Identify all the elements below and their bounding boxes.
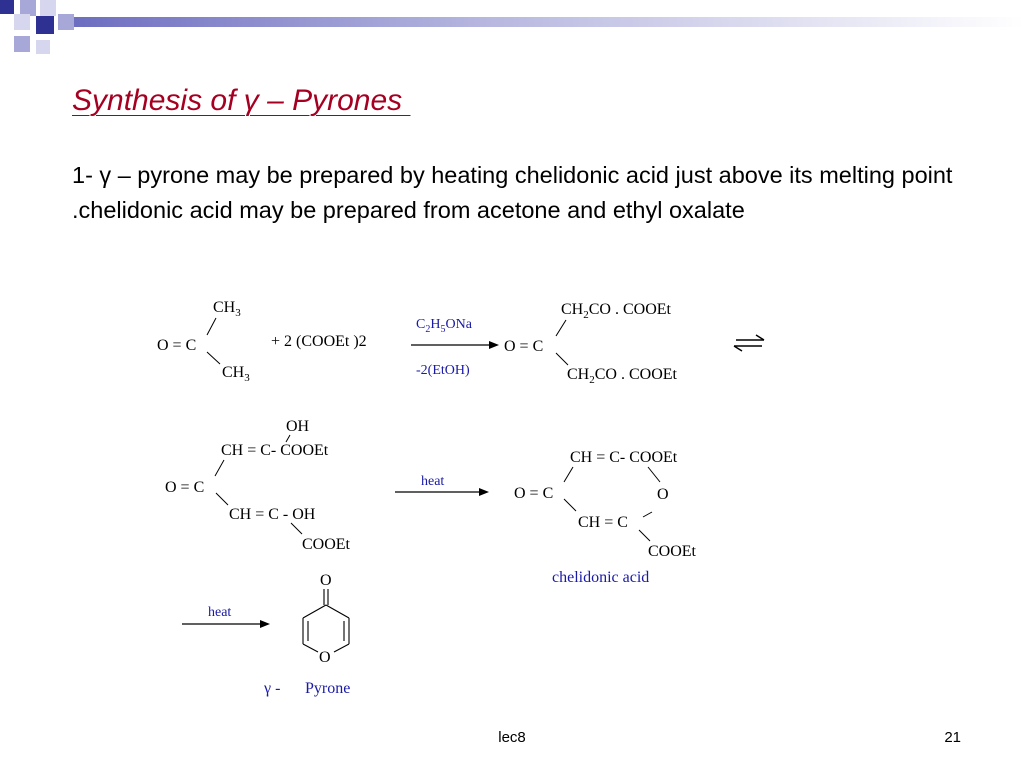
chelidonic-acid-structure — [514, 449, 697, 586]
ethyl-oxalate-reagent: + 2 (COOEt )2 — [271, 333, 367, 350]
bond-line — [215, 460, 224, 476]
page-number: 21 — [944, 729, 961, 746]
enol-oh-label: OH — [286, 418, 310, 435]
enol-bottom-label: CH = C - OH — [229, 506, 316, 523]
chelidonic-acid-caption: chelidonic acid — [552, 569, 650, 586]
product1-top-label: $CH_2CO$ . COOEt — [561, 301, 671, 321]
reaction-arrow-2 — [395, 474, 489, 496]
reaction-arrow-3 — [182, 605, 270, 628]
chelidonic-ring-o-label: O — [657, 486, 669, 503]
acetone-carbonyl-label: O = C — [157, 337, 197, 354]
pyrone-ring-bonds — [303, 589, 349, 652]
bond-line — [291, 523, 302, 534]
product1-carbonyl-label: O = C — [504, 338, 544, 355]
chelidonic-cooet-label: COOEt — [648, 543, 696, 560]
product1-bottom-label: $CH_2CO$ . COOEt — [567, 366, 677, 386]
enol-top-label: CH = C- COOEt — [221, 442, 329, 459]
catalyst-label: $C_2H_5ONa$ — [416, 317, 472, 335]
ch3-top-label: $CH_3$ — [213, 299, 241, 319]
bond-line — [643, 512, 652, 517]
acetone-structure — [157, 299, 250, 384]
bond-line — [648, 467, 660, 482]
diketo-ester-structure — [504, 301, 678, 386]
equilibrium-arrow — [734, 335, 764, 351]
bond-line — [286, 435, 290, 442]
bond-line — [556, 320, 566, 336]
enol-structure — [165, 418, 351, 553]
bond-line — [207, 318, 216, 335]
pyrone-ring-o-label: O — [319, 649, 331, 666]
footer-lecture-label: lec8 — [498, 729, 526, 746]
bond-line — [216, 493, 228, 505]
ch3-bottom-label: $CH_3$ — [222, 364, 250, 384]
bond-line — [556, 353, 568, 365]
reaction-arrow-1 — [411, 317, 499, 378]
enol-carbonyl-label: O = C — [165, 479, 205, 496]
heat-label-2: heat — [208, 605, 232, 620]
pyrone-gamma-prefix: γ - — [264, 680, 281, 697]
heat-label-1: heat — [421, 474, 445, 489]
chelidonic-carbonyl-label: O = C — [514, 485, 554, 502]
bond-line — [564, 499, 576, 511]
pyrone-carbonyl-o-label: O — [320, 572, 332, 589]
slide-body-text: 1- γ – pyrone may be prepared by heating chelidonic acid just above its melting point .chelidonic acid may be prepared from acetone and ethyl oxalate — [72, 162, 953, 223]
byproduct-label: -2(EtOH) — [416, 363, 470, 378]
chelidonic-bottom-label: CH = C — [578, 514, 628, 531]
bond-line — [564, 467, 573, 482]
bond-line — [639, 530, 650, 541]
slide-title: Synthesis of γ – Pyrones — [72, 84, 411, 117]
gamma-pyrone-structure — [263, 572, 350, 697]
enol-cooet-label: COOEt — [302, 536, 350, 553]
bond-line — [207, 352, 220, 364]
chelidonic-top-label: CH = C- COOEt — [570, 449, 678, 466]
pyrone-name-caption: Pyrone — [305, 680, 351, 697]
